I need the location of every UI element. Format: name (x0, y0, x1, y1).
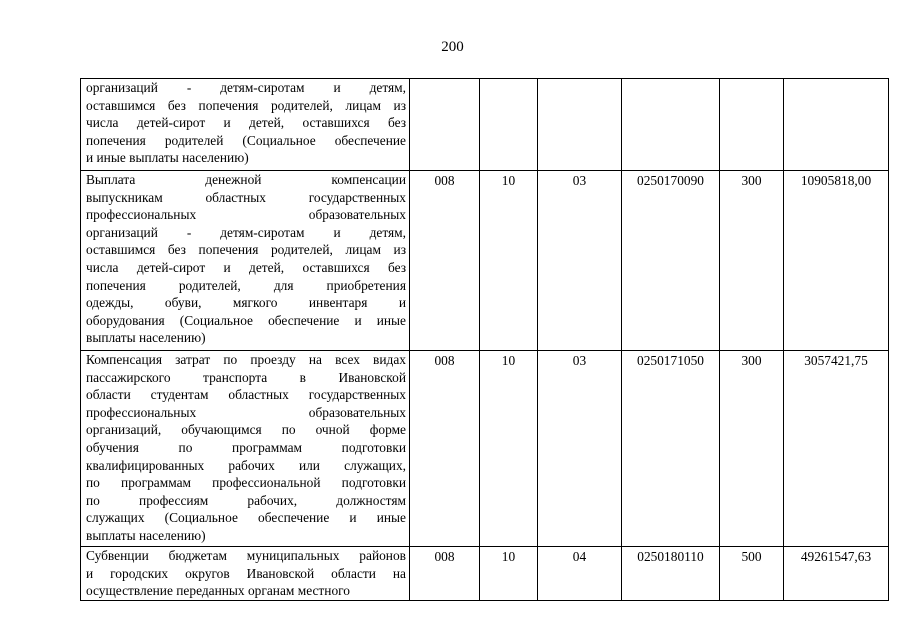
amount-cell: 3057421,75 (784, 351, 889, 547)
description-cell (81, 547, 410, 601)
ministry-code-cell: 008 (410, 547, 480, 601)
description-line: оставшимся без попечения родителей, лицам из (86, 242, 406, 258)
expense-type-cell: 300 (720, 351, 784, 547)
description-line: профессиональных образовательных (86, 404, 406, 420)
target-code-cell: 0250171050 (622, 351, 720, 547)
section-code-cell: 10 (480, 547, 538, 601)
description-line: выплаты населению) (86, 330, 206, 346)
description-line: и иные выплаты населению) (86, 150, 249, 166)
description-line: числа детей-сирот и детей, оставшихся без (86, 115, 406, 131)
description-line: пассажирского транспорта в Ивановской (86, 369, 406, 385)
description-line: попечения родителей, для приобретения (86, 277, 406, 293)
ministry-code-cell (410, 79, 480, 171)
amount-cell: 49261547,63 (784, 547, 889, 601)
subsection-code-cell (538, 79, 622, 171)
description-line: выпускникам областных государственных (86, 189, 406, 205)
description-line: осуществление переданных органам местного (86, 583, 350, 599)
table-row (81, 79, 889, 171)
description-cell (81, 79, 410, 171)
subsection-code-cell: 04 (538, 547, 622, 601)
expense-type-cell: 300 (720, 171, 784, 351)
description-line: и городских округов Ивановской области на (86, 565, 406, 581)
expense-type-cell: 500 (720, 547, 784, 601)
description-line: попечения родителей (Социальное обеспечение (86, 132, 406, 148)
description-line: одежды, обуви, мягкого инвентаря и (86, 295, 406, 311)
description-line: выплаты населению) (86, 527, 206, 543)
table-row (81, 171, 889, 351)
ministry-code-cell: 008 (410, 171, 480, 351)
section-code-cell (480, 79, 538, 171)
target-code-cell (622, 79, 720, 171)
description-line: организаций - детям-сиротам и детям, (86, 224, 406, 240)
ministry-code-cell: 008 (410, 351, 480, 547)
description-line: области студентам областных государственных (86, 387, 406, 403)
description-line: по программам профессиональной подготовки (86, 475, 406, 491)
expense-type-cell (720, 79, 784, 171)
description-line: оборудования (Социальное обеспечение и иные (86, 312, 406, 328)
section-code-cell: 10 (480, 351, 538, 547)
page-number: 200 (441, 39, 464, 55)
description-line: профессиональных образовательных (86, 207, 406, 223)
section-code-cell: 10 (480, 171, 538, 351)
description-cell (81, 171, 410, 351)
description-line: Субвенции бюджетам муниципальных районов (86, 548, 406, 563)
description-line: Компенсация затрат по проезду на всех видах (86, 352, 406, 367)
description-line: организаций, обучающимся по очной форме (86, 422, 406, 438)
subsection-code-cell: 03 (538, 351, 622, 547)
subsection-code-cell: 03 (538, 171, 622, 351)
description-line: квалифицированных рабочих или служащих, (86, 457, 406, 473)
description-line: служащих (Социальное обеспечение и иные (86, 510, 406, 526)
description-line: числа детей-сирот и детей, оставшихся без (86, 259, 406, 275)
description-line: по профессиям рабочих, должностям (86, 492, 406, 508)
target-code-cell: 0250170090 (622, 171, 720, 351)
table-row (81, 547, 889, 601)
description-line: Выплата денежной компенсации (86, 172, 406, 187)
amount-cell (784, 79, 889, 171)
description-cell (81, 351, 410, 547)
description-line: обучения по программам подготовки (86, 439, 406, 455)
description-line: организаций - детям-сиротам и детям, (86, 80, 406, 95)
budget-table (80, 78, 889, 601)
amount-cell: 10905818,00 (784, 171, 889, 351)
description-line: оставшимся без попечения родителей, лицам из (86, 97, 406, 113)
target-code-cell: 0250180110 (622, 547, 720, 601)
table-row (81, 351, 889, 547)
table-body (81, 79, 889, 601)
